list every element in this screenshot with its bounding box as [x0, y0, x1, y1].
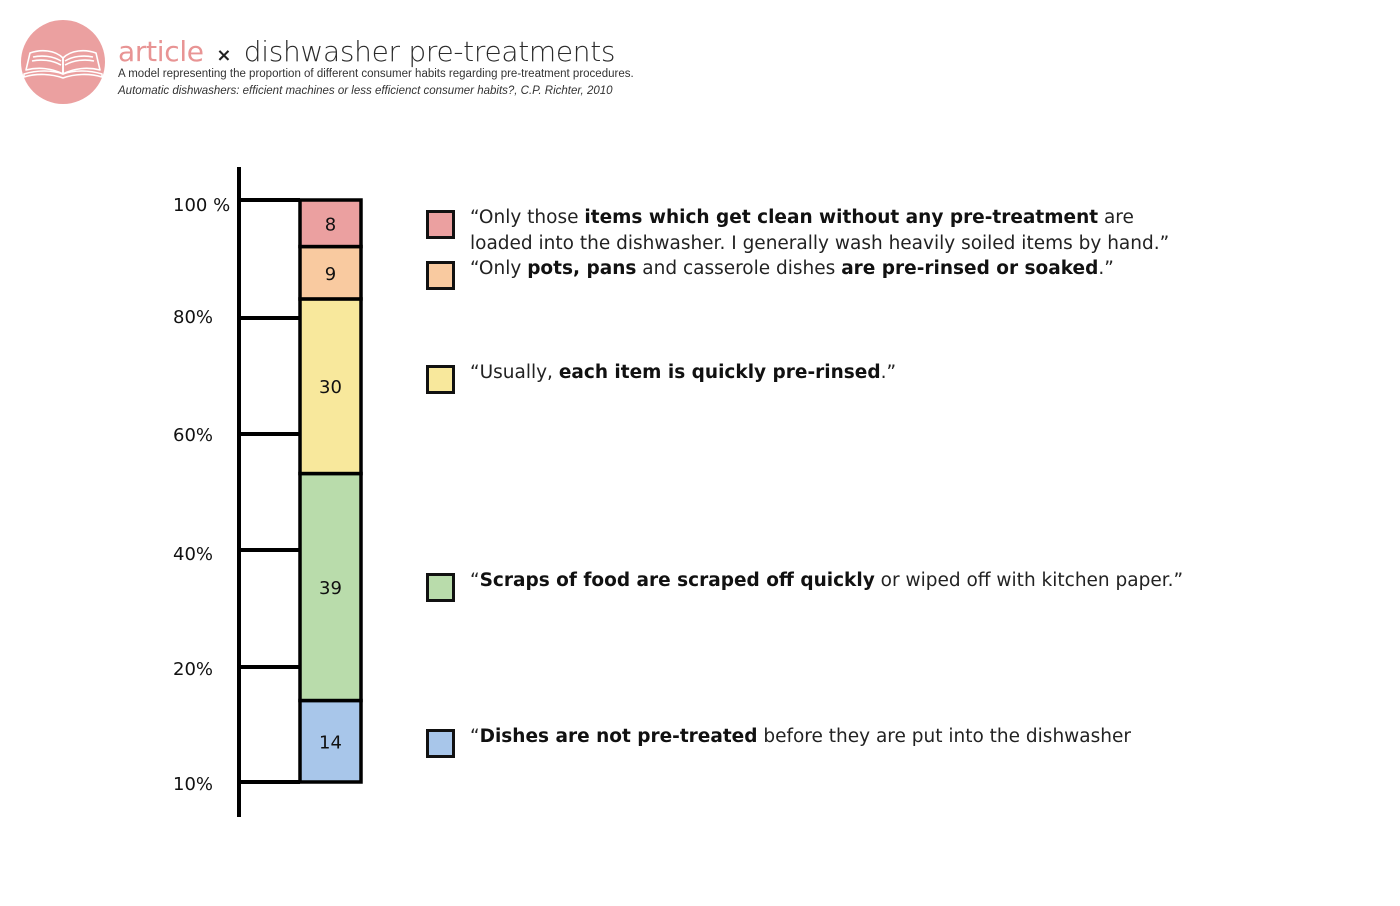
y-axis-tick-label: 80% — [173, 307, 214, 328]
legend-swatch — [426, 729, 455, 758]
legend-swatch — [426, 573, 455, 602]
y-axis-tick-label: 40% — [173, 544, 214, 565]
legend-quote — [470, 568, 1186, 594]
quote-text: .” — [1098, 258, 1114, 279]
bar-segment-label: 39 — [319, 578, 342, 600]
quote-text: “Usually, — [470, 362, 559, 383]
quote-text: or wiped off with kitchen paper.” — [874, 570, 1184, 591]
quote-text: “Only those — [470, 207, 585, 228]
quote-text: “ — [470, 570, 480, 591]
bar-segment-label: 9 — [324, 263, 337, 285]
source-citation: Automatic dishwashers: efficient machines or less efficienct consumer habits?, C.P. Richter, 2010 — [118, 85, 613, 97]
quote-text: .” — [880, 362, 897, 383]
legend-quote — [470, 256, 1186, 282]
topic-title: dishwasher pre-treatments — [243, 35, 616, 68]
legend-quote — [470, 360, 1186, 386]
brand-name: article — [118, 35, 204, 68]
quote-emphasis: each item is quickly pre-rinsed — [558, 362, 881, 383]
legend-quote — [470, 724, 1186, 750]
y-axis-tick-label: 10% — [173, 774, 214, 795]
y-axis-tick-label: 20% — [173, 659, 214, 680]
quote-text: and casserole dishes — [636, 258, 842, 279]
legend-quote — [470, 205, 1186, 257]
quote-emphasis: Dishes are not pre-treated — [479, 726, 758, 747]
quote-emphasis: are pre-rinsed or soaked — [841, 258, 1099, 279]
bar-segment-label: 8 — [324, 214, 337, 236]
quote-text: before they are put into the dishwasher — [757, 726, 1131, 747]
y-axis-tick-label: 100 % — [173, 195, 231, 216]
quote-emphasis: Scraps of food are scraped off quickly — [479, 570, 875, 591]
legend-swatch — [426, 210, 455, 239]
quote-emphasis: pots, pans — [527, 258, 637, 279]
bar-segment-label: 14 — [319, 732, 342, 754]
quote-text: “ — [470, 726, 480, 747]
quote-text: “Only — [470, 258, 528, 279]
quote-text: are loaded into the dishwasher. I generally wash heavily soiled items by hand.” — [470, 207, 1170, 254]
bar-segment-label: 30 — [319, 377, 342, 399]
y-axis-tick-label: 60% — [173, 425, 214, 446]
legend-swatch — [426, 261, 455, 290]
subtitle: A model representing the proportion of different consumer habits regarding pre-treatment procedures. — [118, 68, 634, 80]
quote-emphasis: items which get clean without any pre-treatment — [584, 207, 1099, 228]
times-separator: × — [216, 45, 232, 66]
legend-swatch — [426, 365, 455, 394]
